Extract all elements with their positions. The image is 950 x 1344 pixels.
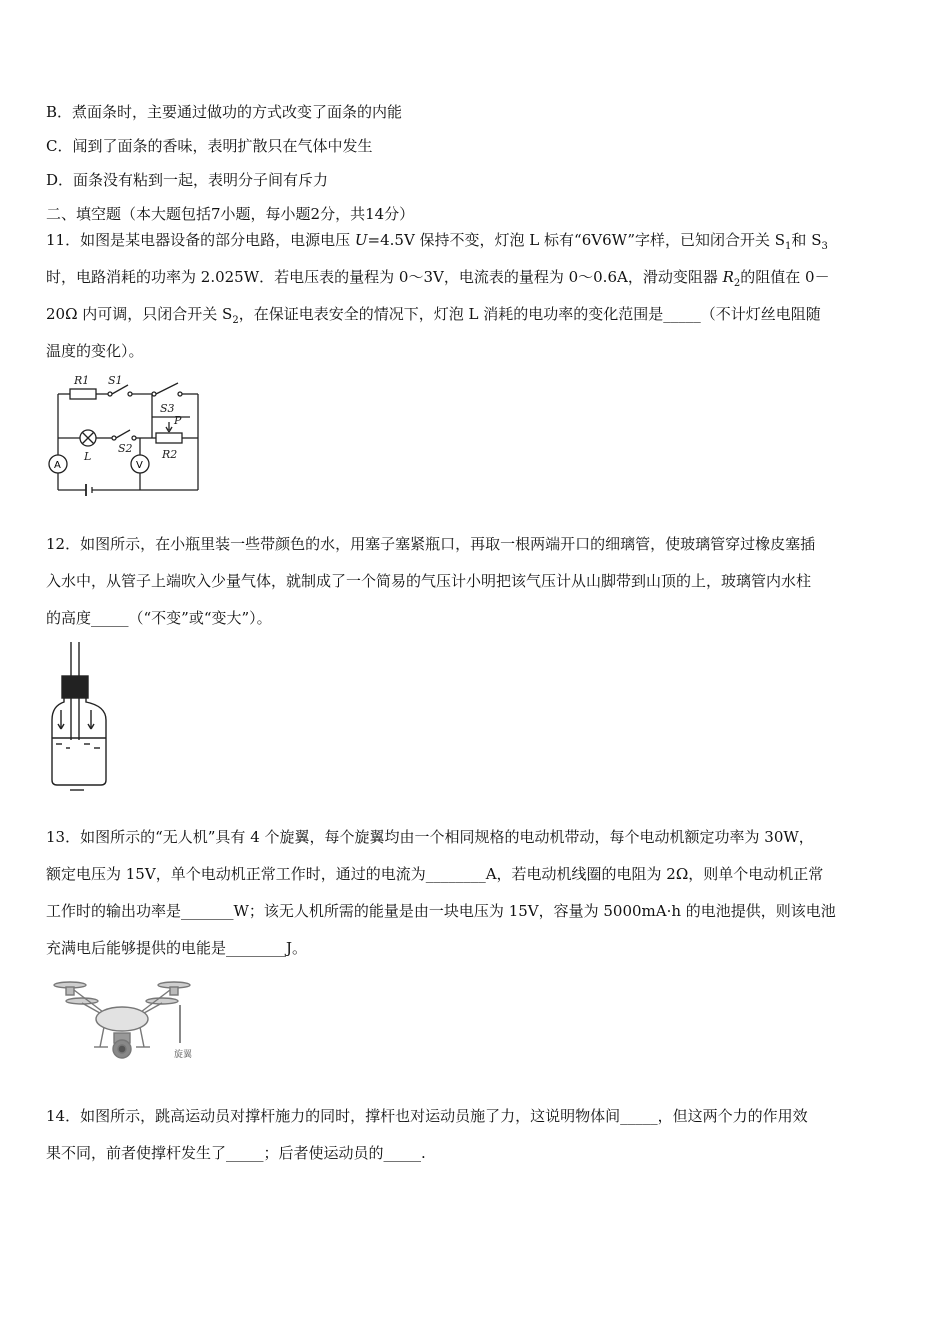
p-label: P: [174, 414, 182, 427]
voltmeter-label: V: [136, 460, 143, 471]
q11-line-1: 11．如图是某电器设备的部分电路，电源电压 U=4.5V 保持不变，灯泡 L 标有“6V6W”字样，已知闭合开关 $S_1$和 $S_3$: [46, 231, 828, 252]
q12-line-2: 入水中，从管子上端吹入少量气体，就制成了一个简易的气压计小明把该气压计从山脚带到山顶的上，玻璃管内水柱: [46, 572, 812, 590]
r1-label: R1: [74, 374, 90, 387]
q13-line-2: 额定电压为 15V，单个电动机正常工作时，通过的电流为________A，若电动机线圈的电阻为 2Ω，则单个电动机正常: [46, 865, 824, 883]
q13-line-1: 13．如图所示的“无人机”具有 4 个旋翼，每个旋翼均由一个相同规格的电动机带动，每个电动机额定功率为 30W，: [46, 828, 814, 846]
r2-rheostat: [156, 433, 182, 443]
s1-label: S1: [108, 374, 123, 387]
q13-drone-figure: [52, 975, 212, 1065]
lamp-label: L: [84, 450, 92, 463]
section-heading: 二、填空题（本大题包括7小题，每小题2分，共14分）: [46, 205, 415, 223]
q11-line-2: 时，电路消耗的功率为 2.025W．若电压表的量程为 0～3V，电流表的量程为 0～0.6A，滑动变阻器 $R_2$的阻值在 0－: [46, 268, 830, 289]
q11-circuit-diagram: [40, 372, 210, 497]
option-c: C．闻到了面条的香味，表明扩散只在气体中发生: [46, 137, 373, 155]
r2-label: R2: [162, 448, 178, 461]
s3-label: S3: [160, 402, 175, 415]
q12-line-3: 的高度_____（“不变”或“变大”）。: [46, 609, 272, 627]
r1-resistor: [70, 389, 96, 399]
q11-line-4: 温度的变化）。: [46, 342, 144, 360]
q13-line-4: 充满电后能够提供的电能是________J。: [46, 939, 308, 957]
q11-line-3: 20Ω 内可调，只闭合开关 $S_2$，在保证电表安全的情况下，灯泡 L 消耗的电功率的变化范围是_____（不计灯丝电阻随: [46, 305, 821, 326]
s2-label: S2: [118, 442, 133, 455]
rotor-label: 旋翼: [174, 1050, 193, 1060]
option-b: B．煮面条时，主要通过做功的方式改变了面条的内能: [46, 103, 403, 121]
ammeter-label: A: [54, 460, 61, 471]
q12-line-1: 12．如图所示，在小瓶里装一些带颜色的水，用塞子塞紧瓶口，再取一根两端开口的细璃管，使玻璃管穿过橡皮塞插: [46, 535, 816, 553]
q14-line-1: 14．如图所示，跳高运动员对撑杆施力的同时，撑杆也对运动员施了力，这说明物体间_____，但这两个力的作用效: [46, 1107, 808, 1125]
q12-barometer-figure: [44, 640, 114, 795]
option-d: D．面条没有粘到一起，表明分子间有斥力: [46, 171, 329, 189]
q14-line-2: 果不同，前者使撑杆发生了_____；后者使运动员的_____.: [46, 1144, 426, 1162]
q13-line-3: 工作时的输出功率是_______W；该无人机所需的能量是由一块电压为 15V，容量为 5000mA·h 的电池提供，则该电池: [46, 902, 836, 920]
